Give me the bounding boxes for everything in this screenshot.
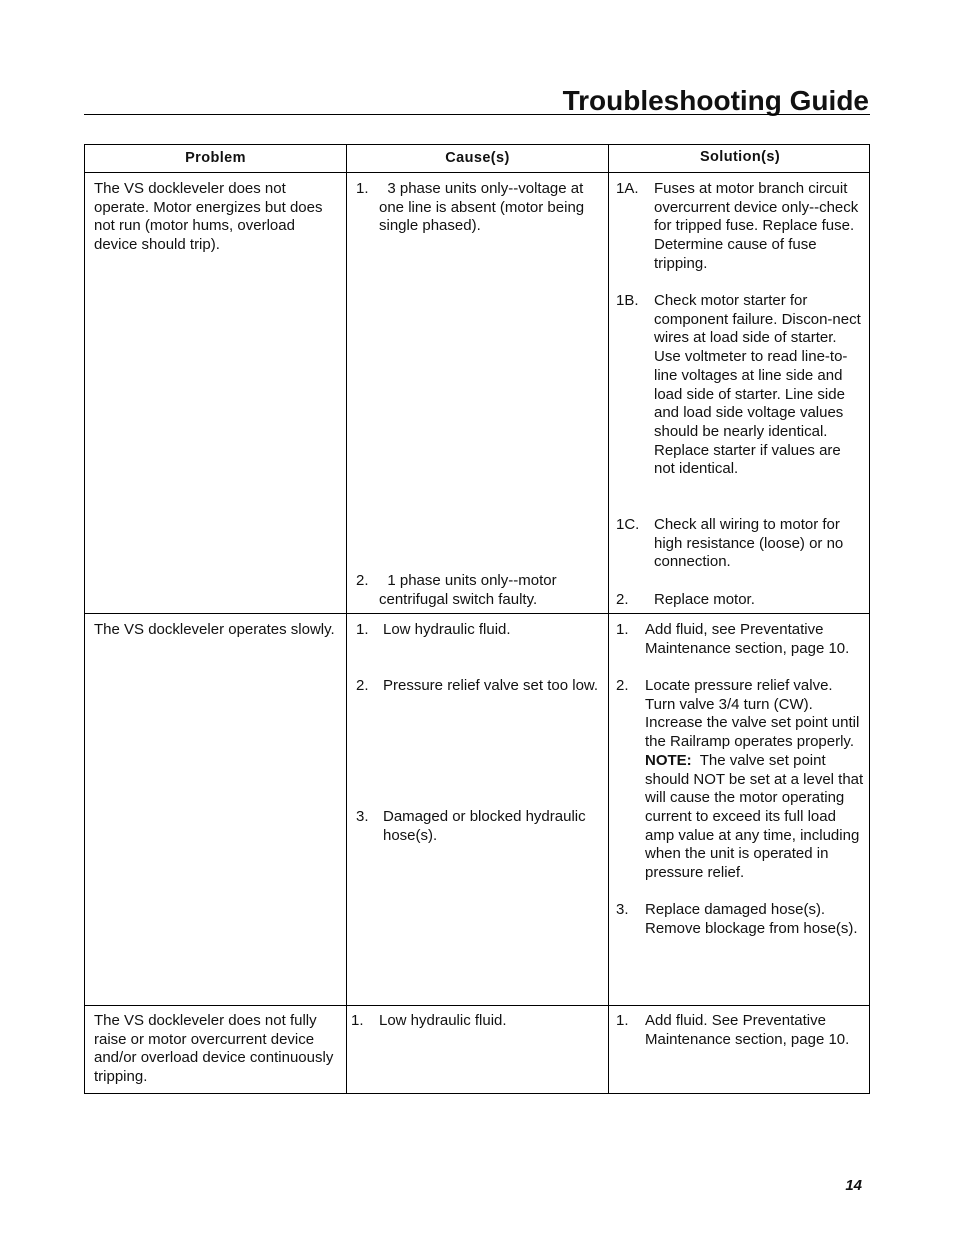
page-number: 14: [845, 1177, 862, 1194]
row-2-solution-3-number: 3.: [616, 901, 629, 918]
row-2-solution-3-text: Replace damaged hose(s). Remove blockage from hose(s).: [645, 901, 858, 937]
row-3-solution-1-number: 1.: [616, 1012, 629, 1029]
note-label: NOTE:: [645, 751, 692, 769]
header-problem: Problem: [185, 150, 246, 166]
row-1-solution-1c-text: Check all wiring to motor for high resistance (loose) or no connection.: [654, 516, 844, 571]
header-causes: Cause(s): [445, 150, 510, 166]
row-2-solution-2-text: [645, 677, 868, 883]
row-3-cause-1-text: Low hydraulic fluid.: [379, 1012, 507, 1029]
page-title: Troubleshooting Guide: [562, 85, 869, 116]
row-1-solution-1c-number: 1C.: [616, 516, 640, 533]
row-1-cause-1-text: 3 phase units only--voltage at one line is absent (motor being single phased).: [379, 180, 589, 235]
row-1-problem: The VS dockleveler does not operate. Motor energizes but does not run (motor hums, overload device should trip).: [94, 180, 323, 254]
row-2-cause-3-text: Damaged or blocked hydraulic hose(s).: [383, 808, 586, 844]
row-2-cause-2-text: Pressure relief valve set too low.: [383, 677, 599, 694]
solution-2-main-text: Locate pressure relief valve. Turn valve 3/4 turn (CW). Increase the valve set point until the Railramp operates properly.: [645, 677, 860, 751]
row-1-solution-1a-number: 1A.: [616, 180, 639, 197]
row-1-solution-2-number: 2.: [616, 591, 629, 608]
column-divider: [346, 145, 347, 1093]
row-3-cause-1-number: 1.: [351, 1012, 364, 1029]
row-divider: [85, 613, 869, 614]
row-2-cause-1-text: Low hydraulic fluid.: [383, 621, 511, 638]
row-2-solution-1-number: 1.: [616, 621, 629, 638]
row-1-solution-1a-text: Fuses at motor branch circuit overcurrent device only--check for tripped fuse. Replace fuse. Determine cause of fuse tripping.: [654, 180, 859, 272]
row-1-solution-2-text: Replace motor.: [654, 591, 755, 608]
row-3-problem: The VS dockleveler does not fully raise or motor overcurrent device and/or overload device continuously tripping.: [94, 1012, 334, 1086]
row-2-cause-2-number: 2.: [356, 677, 369, 694]
row-1-solution-1b-text: Check motor starter for component failure. Discon-nect wires at load side of starter. Use voltmeter to read line-to-line voltages at line side and load side of starter. Line side and load side voltage values should be nearly identical. Replace starter if values are not identical.: [654, 292, 861, 478]
row-2-solution-2-number: 2.: [616, 677, 629, 694]
row-1-cause-2-text: 1 phase units only--motor centrifugal switch faulty.: [379, 572, 561, 608]
note-text: The valve set point should NOT be set at a level that will cause the motor operating current to exceed its full load amp value at any time, including when the unit is operated in pressure relief.: [645, 751, 868, 882]
troubleshooting-table: [84, 144, 870, 1094]
row-3-solution-1-text: Add fluid. See Preventative Maintenance section, page 10.: [645, 1012, 850, 1048]
header-solutions: Solution(s): [699, 149, 781, 165]
column-divider: [608, 145, 609, 1093]
row-2-cause-3-number: 3.: [356, 808, 369, 825]
row-2-solution-1-text: Add fluid, see Preventative Maintenance section, page 10.: [645, 621, 850, 657]
row-2-cause-1-number: 1.: [356, 621, 369, 638]
row-divider: [85, 1005, 869, 1006]
row-1-solution-1b-number: 1B.: [616, 292, 639, 309]
row-1-cause-2-number: 2.: [356, 572, 369, 589]
header-divider: [85, 172, 869, 173]
row-1-cause-1-number: 1.: [356, 180, 369, 197]
row-2-problem: The VS dockleveler operates slowly.: [94, 621, 335, 638]
title-rule: [84, 114, 870, 115]
